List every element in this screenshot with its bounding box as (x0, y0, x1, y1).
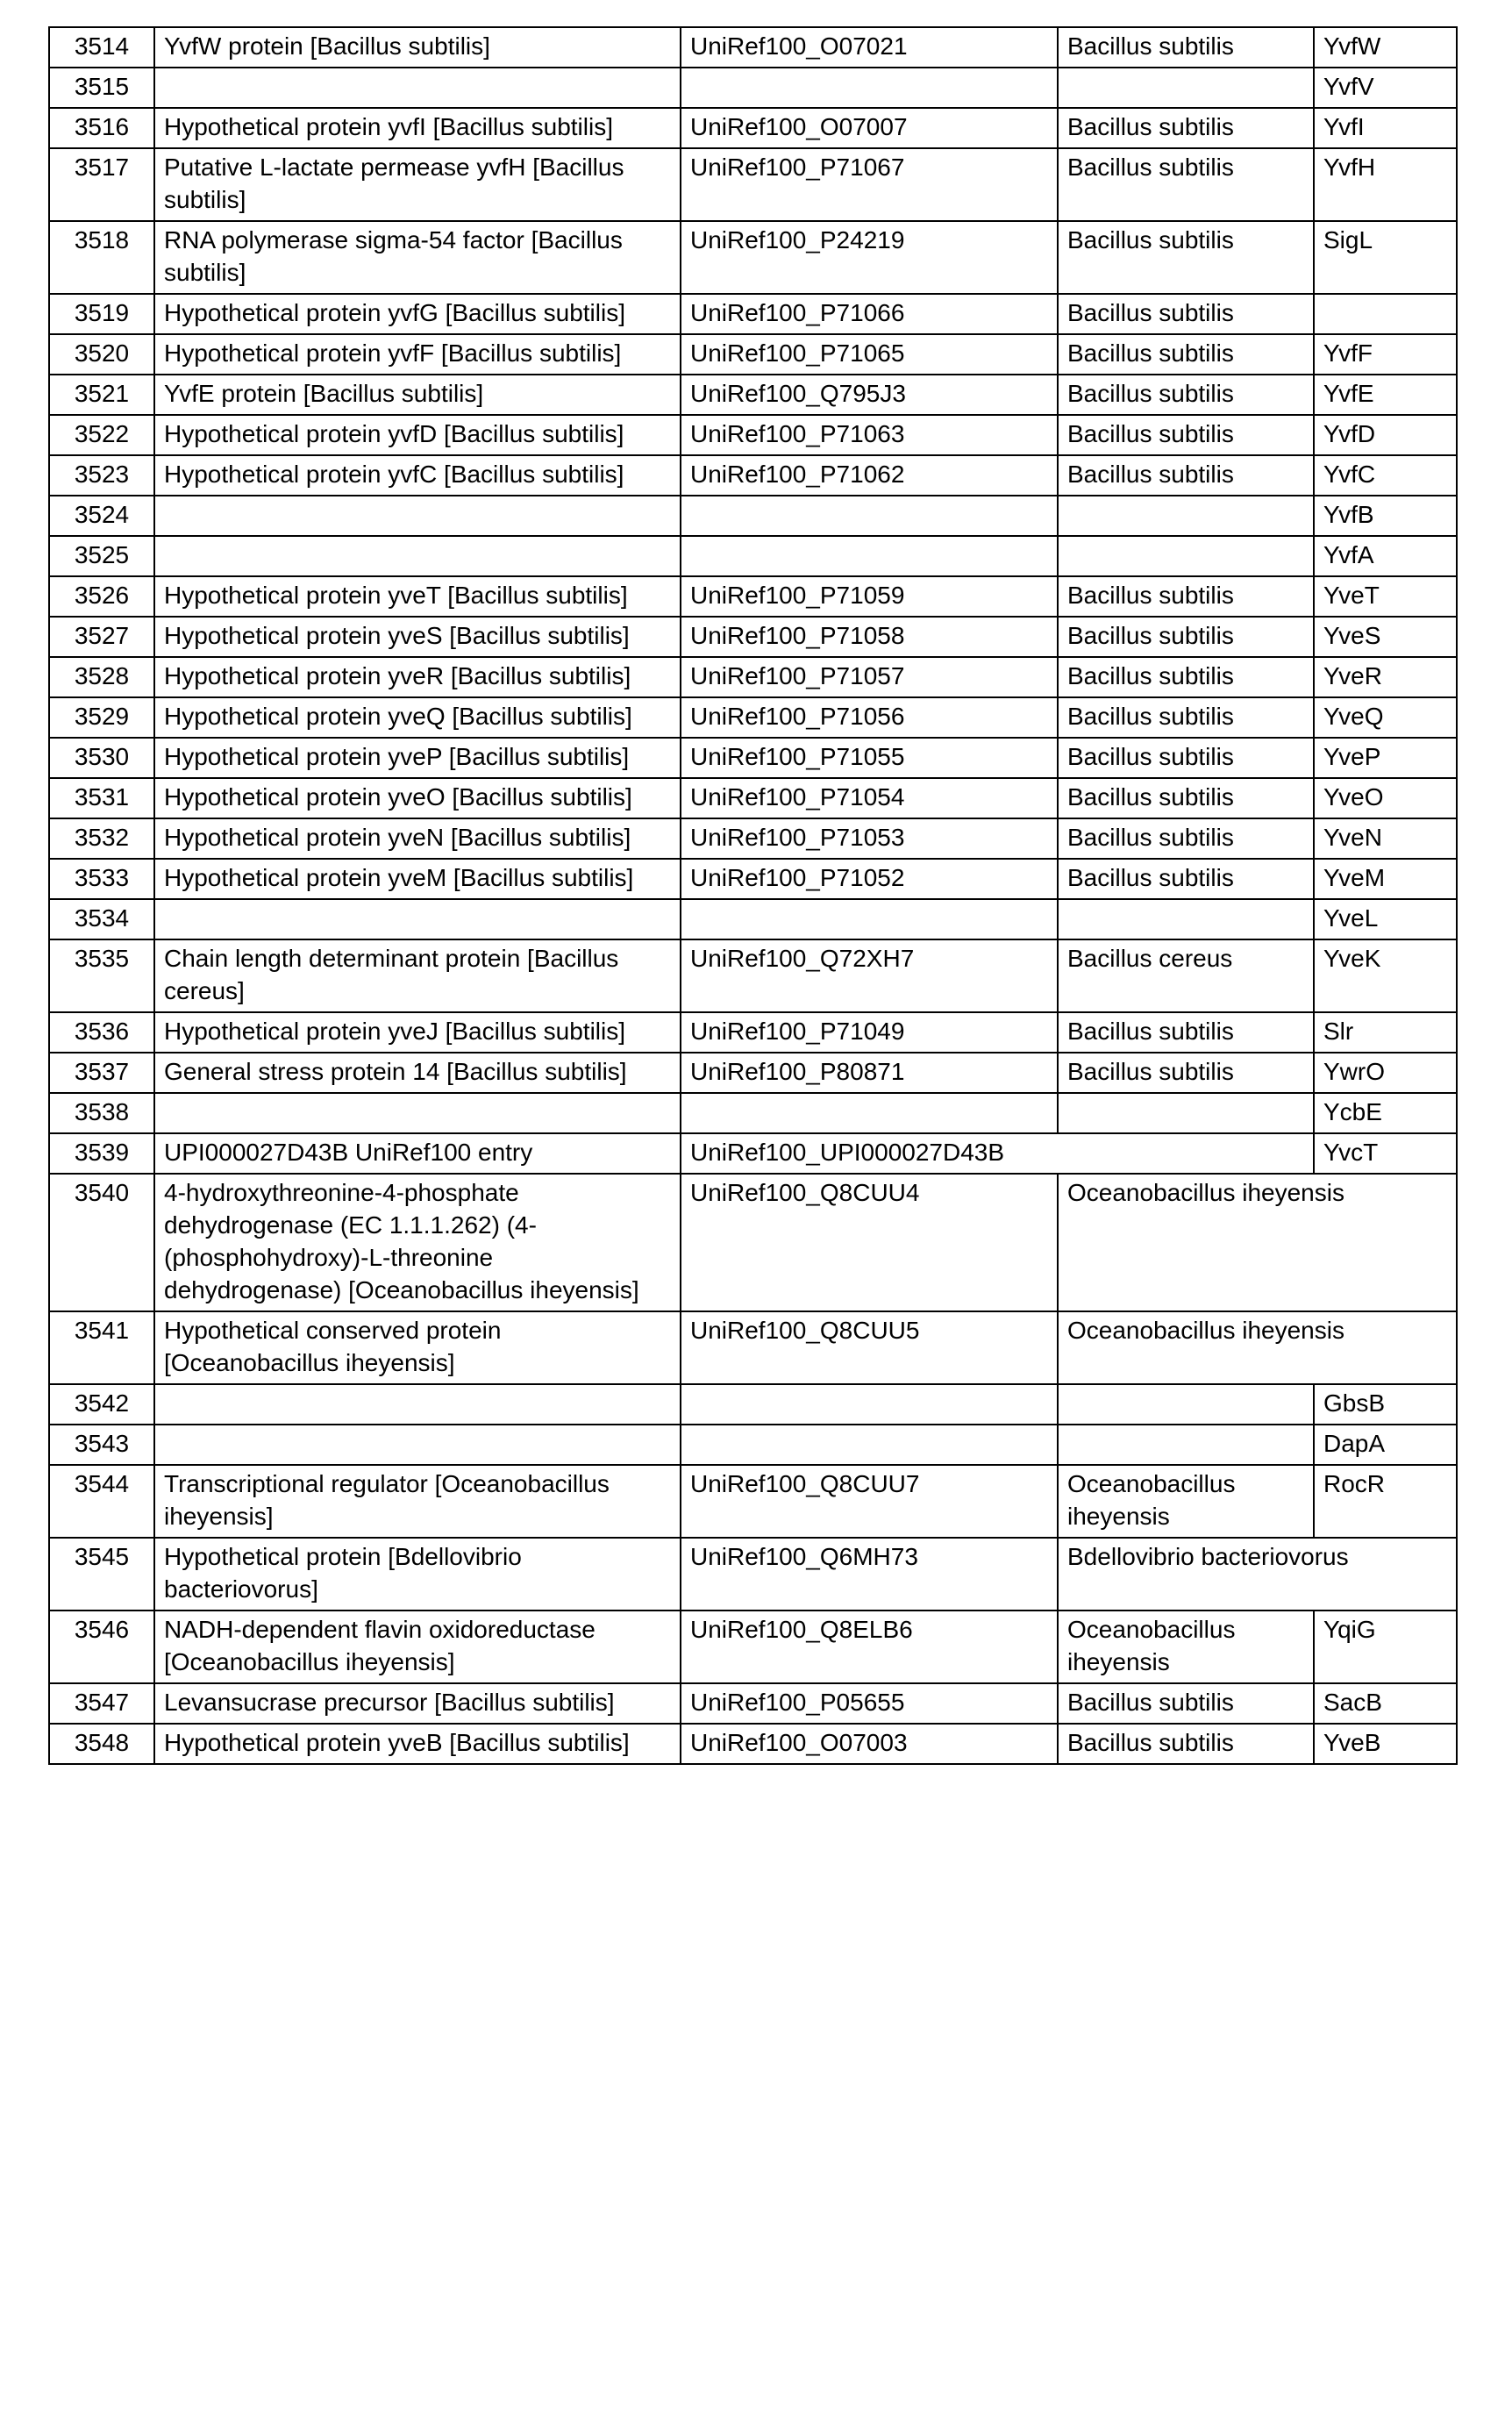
uniref-id: UniRef100_O07021 (681, 27, 1058, 68)
organism: Bacillus subtilis (1058, 738, 1314, 778)
uniref-id: UniRef100_P05655 (681, 1683, 1058, 1724)
uniref-id: UniRef100_Q8CUU5 (681, 1311, 1058, 1384)
table-row (49, 1683, 1457, 1724)
uniref-id: UniRef100_P71049 (681, 1012, 1058, 1053)
row-number: 3532 (49, 818, 154, 859)
gene-name: YveL (1314, 899, 1457, 939)
gene-name: YqiG (1314, 1611, 1457, 1683)
organism: Bacillus subtilis (1058, 455, 1314, 496)
gene-name: YvfF (1314, 334, 1457, 375)
uniref-id: UniRef100_P24219 (681, 221, 1058, 294)
row-number: 3529 (49, 697, 154, 738)
uniref-id: UniRef100_P71059 (681, 576, 1058, 617)
protein-description: Hypothetical protein yveJ [Bacillus subtilis] (154, 1012, 681, 1053)
gene-name: YvcT (1314, 1133, 1457, 1174)
row-number: 3543 (49, 1425, 154, 1465)
organism: Bacillus subtilis (1058, 697, 1314, 738)
gene-name: SigL (1314, 221, 1457, 294)
row-number: 3526 (49, 576, 154, 617)
organism (1058, 1425, 1314, 1465)
protein-description: YvfW protein [Bacillus subtilis] (154, 27, 681, 68)
table-row (49, 818, 1457, 859)
protein-description (154, 899, 681, 939)
table-row (49, 1053, 1457, 1093)
gene-name: YvfW (1314, 27, 1457, 68)
gene-name: YcbE (1314, 1093, 1457, 1133)
row-number: 3538 (49, 1093, 154, 1133)
gene-name: YveT (1314, 576, 1457, 617)
row-number: 3545 (49, 1538, 154, 1611)
protein-description: Hypothetical conserved protein [Oceanobacillus iheyensis] (154, 1311, 681, 1384)
organism: Oceanobacillus iheyensis (1058, 1174, 1457, 1311)
protein-description: Hypothetical protein yveM [Bacillus subtilis] (154, 859, 681, 899)
uniref-id: UniRef100_Q72XH7 (681, 939, 1058, 1012)
row-number: 3528 (49, 657, 154, 697)
row-number: 3523 (49, 455, 154, 496)
uniref-id (681, 68, 1058, 108)
protein-description: Hypothetical protein yvfC [Bacillus subtilis] (154, 455, 681, 496)
row-number: 3536 (49, 1012, 154, 1053)
gene-name: RocR (1314, 1465, 1457, 1538)
row-number: 3520 (49, 334, 154, 375)
row-number: 3533 (49, 859, 154, 899)
row-number: 3540 (49, 1174, 154, 1311)
row-number: 3531 (49, 778, 154, 818)
table-row (49, 576, 1457, 617)
uniref-id: UniRef100_P71065 (681, 334, 1058, 375)
protein-description: Hypothetical protein yveR [Bacillus subtilis] (154, 657, 681, 697)
table-row (49, 415, 1457, 455)
uniref-id: UniRef100_Q8CUU4 (681, 1174, 1058, 1311)
protein-description: Chain length determinant protein [Bacillus cereus] (154, 939, 681, 1012)
table-row (49, 496, 1457, 536)
protein-description: Hypothetical protein yveS [Bacillus subtilis] (154, 617, 681, 657)
uniref-id (681, 496, 1058, 536)
uniref-id: UniRef100_Q795J3 (681, 375, 1058, 415)
organism: Bacillus subtilis (1058, 108, 1314, 148)
protein-description: Hypothetical protein yvfD [Bacillus subtilis] (154, 415, 681, 455)
table-row (49, 148, 1457, 221)
protein-description: Hypothetical protein yvfG [Bacillus subtilis] (154, 294, 681, 334)
uniref-id: UniRef100_P71058 (681, 617, 1058, 657)
gene-name: YveO (1314, 778, 1457, 818)
gene-name: YvfE (1314, 375, 1457, 415)
gene-name: DapA (1314, 1425, 1457, 1465)
protein-table (48, 26, 1458, 1765)
gene-name: YvfA (1314, 536, 1457, 576)
table-row (49, 108, 1457, 148)
gene-name: YvfC (1314, 455, 1457, 496)
protein-description: Hypothetical protein yveN [Bacillus subtilis] (154, 818, 681, 859)
gene-name: YvfI (1314, 108, 1457, 148)
gene-name: YvfH (1314, 148, 1457, 221)
uniref-id: UniRef100_Q6MH73 (681, 1538, 1058, 1611)
protein-description: Transcriptional regulator [Oceanobacillus iheyensis] (154, 1465, 681, 1538)
protein-description: Hypothetical protein yveQ [Bacillus subtilis] (154, 697, 681, 738)
protein-description: YvfE protein [Bacillus subtilis] (154, 375, 681, 415)
row-number: 3527 (49, 617, 154, 657)
gene-name: YveK (1314, 939, 1457, 1012)
table-row (49, 221, 1457, 294)
uniref-id: UniRef100_P71052 (681, 859, 1058, 899)
protein-description: UPI000027D43B UniRef100 entry (154, 1133, 681, 1174)
row-number: 3521 (49, 375, 154, 415)
gene-name: YvfD (1314, 415, 1457, 455)
row-number: 3517 (49, 148, 154, 221)
organism (1058, 1093, 1314, 1133)
table-row (49, 939, 1457, 1012)
table-body (49, 27, 1457, 1764)
protein-description: Putative L-lactate permease yvfH [Bacillus subtilis] (154, 148, 681, 221)
row-number: 3515 (49, 68, 154, 108)
organism: Bacillus subtilis (1058, 1683, 1314, 1724)
table-row (49, 899, 1457, 939)
table-row (49, 1012, 1457, 1053)
protein-description: Hypothetical protein [Bdellovibrio bacteriovorus] (154, 1538, 681, 1611)
uniref-id (681, 1384, 1058, 1425)
table-row (49, 1465, 1457, 1538)
uniref-id: UniRef100_O07003 (681, 1724, 1058, 1764)
organism (1058, 536, 1314, 576)
organism: Bacillus subtilis (1058, 859, 1314, 899)
table-row (49, 617, 1457, 657)
protein-description: 4-hydroxythreonine-4-phosphate dehydrogenase (EC 1.1.1.262) (4-(phosphohydroxy)-L-threonine dehydrogenase) [Oceanobacillus iheyensis] (154, 1174, 681, 1311)
row-number: 3537 (49, 1053, 154, 1093)
gene-name (1314, 294, 1457, 334)
protein-description: NADH-dependent flavin oxidoreductase [Oceanobacillus iheyensis] (154, 1611, 681, 1683)
gene-name: YveS (1314, 617, 1457, 657)
row-number: 3514 (49, 27, 154, 68)
organism (1058, 899, 1314, 939)
gene-name: Slr (1314, 1012, 1457, 1053)
organism: Bacillus subtilis (1058, 1053, 1314, 1093)
gene-name: YveN (1314, 818, 1457, 859)
organism: Bacillus subtilis (1058, 27, 1314, 68)
row-number: 3516 (49, 108, 154, 148)
protein-description: Hypothetical protein yveO [Bacillus subtilis] (154, 778, 681, 818)
organism: Oceanobacillus iheyensis (1058, 1465, 1314, 1538)
table-row (49, 455, 1457, 496)
organism (1058, 496, 1314, 536)
table-row (49, 1724, 1457, 1764)
uniref-id: UniRef100_P71062 (681, 455, 1058, 496)
organism: Bacillus subtilis (1058, 576, 1314, 617)
protein-description: Hypothetical protein yvfI [Bacillus subtilis] (154, 108, 681, 148)
gene-name: YveR (1314, 657, 1457, 697)
organism: Oceanobacillus iheyensis (1058, 1311, 1457, 1384)
organism: Bacillus subtilis (1058, 657, 1314, 697)
row-number: 3534 (49, 899, 154, 939)
table-row (49, 778, 1457, 818)
table-row (49, 68, 1457, 108)
uniref-id: UniRef100_P71053 (681, 818, 1058, 859)
gene-name: YvfV (1314, 68, 1457, 108)
protein-description: Levansucrase precursor [Bacillus subtilis] (154, 1683, 681, 1724)
organism: Bacillus subtilis (1058, 778, 1314, 818)
table-row (49, 375, 1457, 415)
protein-description: RNA polymerase sigma-54 factor [Bacillus subtilis] (154, 221, 681, 294)
table-row (49, 657, 1457, 697)
table-row (49, 1611, 1457, 1683)
protein-description: Hypothetical protein yveP [Bacillus subtilis] (154, 738, 681, 778)
gene-name: SacB (1314, 1683, 1457, 1724)
organism: Bacillus subtilis (1058, 415, 1314, 455)
organism: Bacillus subtilis (1058, 818, 1314, 859)
row-number: 3530 (49, 738, 154, 778)
uniref-id: UniRef100_O07007 (681, 108, 1058, 148)
table-row (49, 1384, 1457, 1425)
row-number: 3548 (49, 1724, 154, 1764)
gene-name: YvfB (1314, 496, 1457, 536)
gene-name: YveQ (1314, 697, 1457, 738)
organism: Bacillus subtilis (1058, 334, 1314, 375)
table-row (49, 334, 1457, 375)
protein-description (154, 68, 681, 108)
uniref-id: UniRef100_Q8ELB6 (681, 1611, 1058, 1683)
protein-description (154, 1093, 681, 1133)
protein-description: Hypothetical protein yveT [Bacillus subtilis] (154, 576, 681, 617)
table-row (49, 294, 1457, 334)
table-row (49, 1311, 1457, 1384)
protein-description (154, 496, 681, 536)
uniref-id (681, 1425, 1058, 1465)
table-row (49, 697, 1457, 738)
uniref-id: UniRef100_P71055 (681, 738, 1058, 778)
protein-description: General stress protein 14 [Bacillus subtilis] (154, 1053, 681, 1093)
uniref-id: UniRef100_P71066 (681, 294, 1058, 334)
uniref-id: UniRef100_P71054 (681, 778, 1058, 818)
table-row (49, 859, 1457, 899)
table-row (49, 1093, 1457, 1133)
protein-description (154, 536, 681, 576)
uniref-id: UniRef100_P71067 (681, 148, 1058, 221)
gene-name: YveM (1314, 859, 1457, 899)
row-number: 3542 (49, 1384, 154, 1425)
organism: Oceanobacillus iheyensis (1058, 1611, 1314, 1683)
protein-description: Hypothetical protein yvfF [Bacillus subtilis] (154, 334, 681, 375)
uniref-id: UniRef100_P71056 (681, 697, 1058, 738)
row-number: 3546 (49, 1611, 154, 1683)
protein-description (154, 1384, 681, 1425)
uniref-id: UniRef100_P71063 (681, 415, 1058, 455)
uniref-id (681, 899, 1058, 939)
organism: Bacillus subtilis (1058, 617, 1314, 657)
organism: Bdellovibrio bacteriovorus (1058, 1538, 1457, 1611)
row-number: 3541 (49, 1311, 154, 1384)
organism: Bacillus subtilis (1058, 1724, 1314, 1764)
organism: Bacillus subtilis (1058, 1012, 1314, 1053)
organism (1058, 68, 1314, 108)
uniref-id: UniRef100_P80871 (681, 1053, 1058, 1093)
table-row (49, 738, 1457, 778)
row-number: 3535 (49, 939, 154, 1012)
row-number: 3544 (49, 1465, 154, 1538)
uniref-id: UniRef100_P71057 (681, 657, 1058, 697)
organism: Bacillus subtilis (1058, 221, 1314, 294)
row-number: 3518 (49, 221, 154, 294)
uniref-id: UniRef100_UPI000027D43B (681, 1133, 1314, 1174)
protein-description: Hypothetical protein yveB [Bacillus subtilis] (154, 1724, 681, 1764)
gene-name: GbsB (1314, 1384, 1457, 1425)
gene-name: YveP (1314, 738, 1457, 778)
table-row (49, 536, 1457, 576)
organism: Bacillus subtilis (1058, 148, 1314, 221)
row-number: 3547 (49, 1683, 154, 1724)
row-number: 3522 (49, 415, 154, 455)
organism: Bacillus subtilis (1058, 294, 1314, 334)
row-number: 3519 (49, 294, 154, 334)
gene-name: YwrO (1314, 1053, 1457, 1093)
organism: Bacillus subtilis (1058, 375, 1314, 415)
table-row (49, 1133, 1457, 1174)
gene-name: YveB (1314, 1724, 1457, 1764)
table-row (49, 1174, 1457, 1311)
uniref-id (681, 1093, 1058, 1133)
table-row (49, 27, 1457, 68)
table-row (49, 1425, 1457, 1465)
uniref-id: UniRef100_Q8CUU7 (681, 1465, 1058, 1538)
organism (1058, 1384, 1314, 1425)
row-number: 3524 (49, 496, 154, 536)
row-number: 3539 (49, 1133, 154, 1174)
protein-description (154, 1425, 681, 1465)
uniref-id (681, 536, 1058, 576)
organism: Bacillus cereus (1058, 939, 1314, 1012)
table-row (49, 1538, 1457, 1611)
row-number: 3525 (49, 536, 154, 576)
